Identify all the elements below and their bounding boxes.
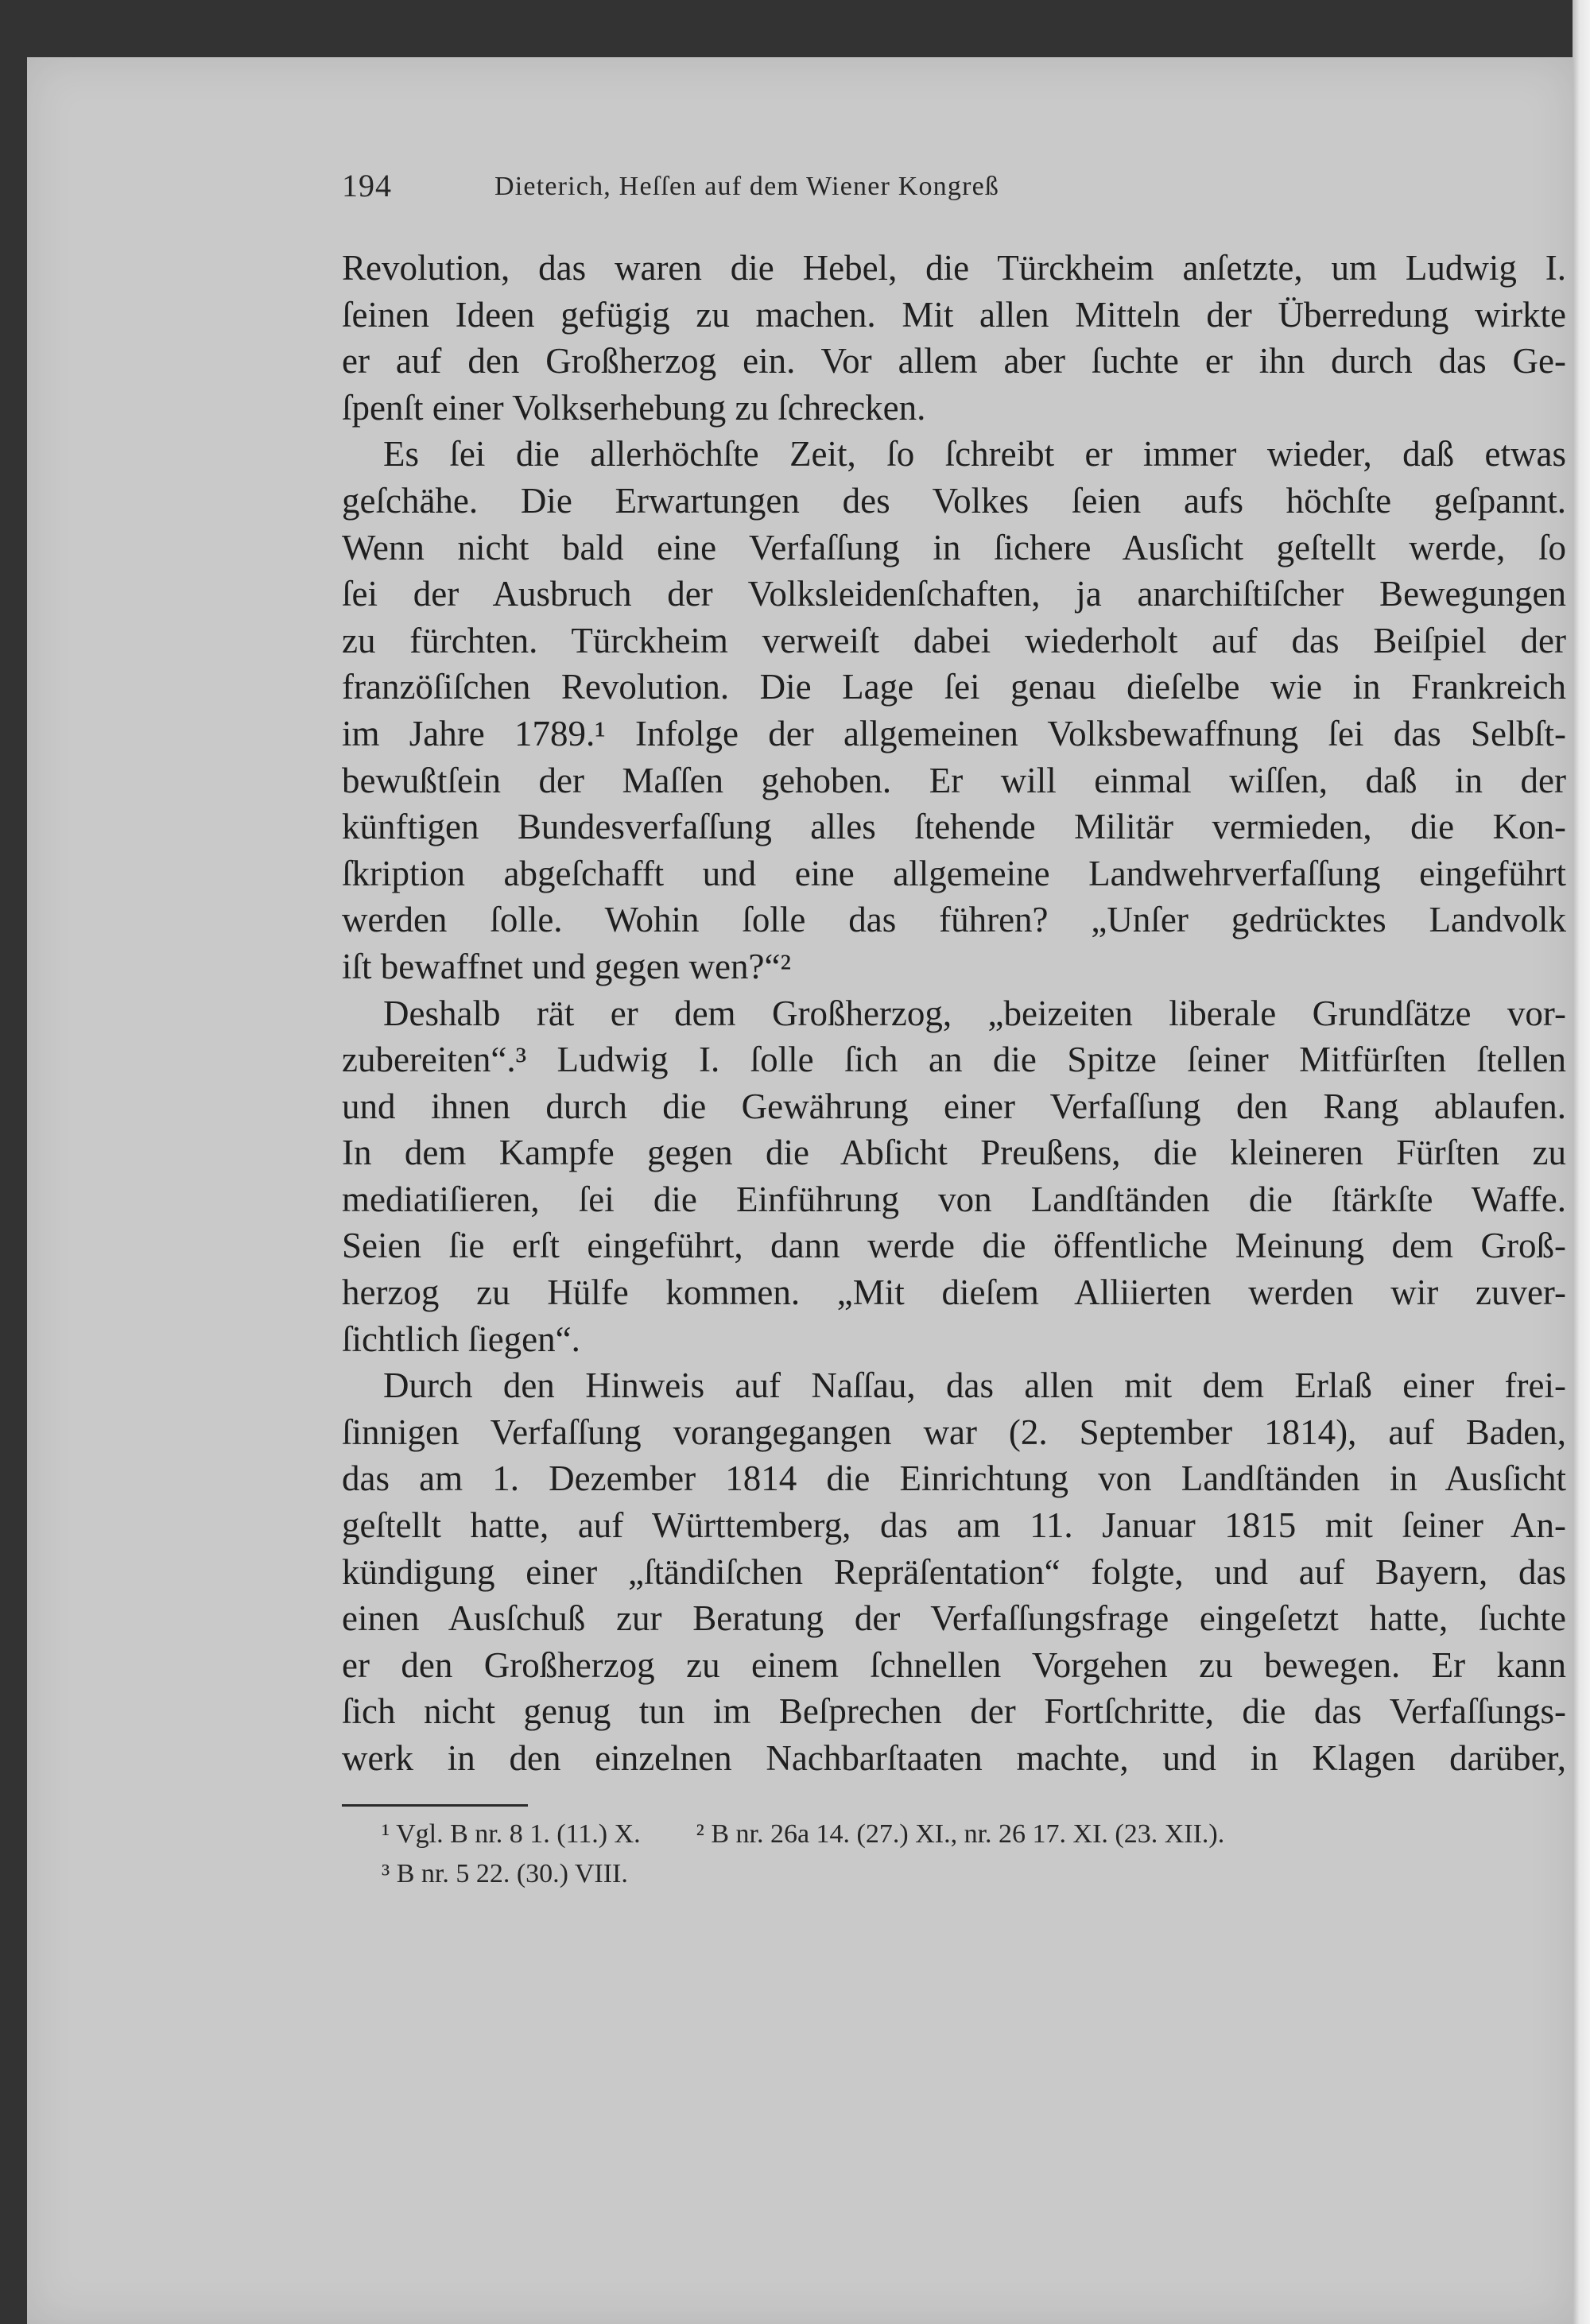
footnote-line: [382, 1815, 1510, 1854]
text-line: werk in den einzelnen Nachbarſtaaten machte, und in Klagen darüber,: [342, 1738, 1566, 1778]
text-line: Seien ſie erſt eingeführt, dann werde die öffentliche Meinung dem Groß-: [342, 1226, 1566, 1266]
text-line: einen Ausſchuß zur Beratung der Verfaſſungsfrage eingeſetzt hatte, ſuchte: [342, 1598, 1566, 1639]
text-line: geſtellt hatte, auf Württemberg, das am 11. Januar 1815 mit ſeiner An-: [342, 1505, 1566, 1546]
running-header: [342, 167, 1550, 211]
text-line: zu fürchten. Türckheim verweiſt dabei wiederholt auf das Beiſpiel der: [342, 620, 1566, 660]
footnote-rule: [342, 1804, 528, 1807]
footnote-line: [382, 1854, 1510, 1894]
paragraph-start: Deshalb rät er dem Großherzog, „beizeiten liberale Grundſätze vor-: [383, 993, 1566, 1033]
text-line: Revolution, das waren die Hebel, die Türckheim anſetzte, um Ludwig I.: [342, 248, 1566, 288]
text-line: er den Großherzog zu einem ſchnellen Vorgehen zu bewegen. Er kann: [342, 1644, 1566, 1685]
paragraph-start: Es ſei die allerhöchſte Zeit, ſo ſchreibt er immer wieder, daß etwas: [383, 434, 1566, 474]
body-text: [342, 245, 1566, 1782]
text-line: ſpenſt einer Volkserhebung zu ſchrecken.: [342, 387, 926, 428]
text-line: franzöſiſchen Revolution. Die Lage ſei genau dieſelbe wie in Frankreich: [342, 667, 1566, 707]
page-edge: [1573, 0, 1590, 2324]
text-line: zubereiten“.³ Ludwig I. ſolle ſich an die Spitze ſeiner Mitfürſten ſtellen: [342, 1040, 1566, 1080]
running-title: Dieterich, Heſſen auf dem Wiener Kongreß: [494, 172, 1000, 201]
text-line: mediatiſieren, ſei die Einführung von Landſtänden die ſtärkſte Waffe.: [342, 1179, 1566, 1219]
text-line: ſich nicht genug tun im Beſprechen der Fortſchritte, die das Verfaſſungs-: [342, 1691, 1566, 1732]
text-line: ſei der Ausbruch der Volksleidenſchaften, ja anarchiſtiſcher Bewegungen: [342, 574, 1566, 614]
text-line: er auf den Großherzog ein. Vor allem aber ſuchte er ihn durch das Ge-: [342, 341, 1566, 382]
text-line: Wenn nicht bald eine Verfaſſung in ſichere Ausſicht geſtellt werde, ſo: [342, 527, 1566, 567]
text-line: künftigen Bundesverfaſſung alles ſtehende Militär vermieden, die Kon-: [342, 807, 1566, 847]
text-line: werden ſolle. Wohin ſolle das führen? „Unſer gedrücktes Landvolk: [342, 900, 1566, 940]
text-line: ſeinen Ideen gefügig zu machen. Mit allen Mitteln der Überredung wirkte: [342, 294, 1566, 335]
text-line: bewußtſein der Maſſen gehoben. Er will einmal wiſſen, daß in der: [342, 760, 1566, 800]
text-line: iſt bewaffnet und gegen wen?“²: [342, 946, 791, 986]
footnotes: [382, 1815, 1510, 1894]
text-line: ſinnigen Verfaſſung vorangegangen war (2. September 1814), auf Baden,: [342, 1412, 1566, 1452]
text-line: ſichtlich ſiegen“.: [342, 1319, 580, 1359]
footnote-1: ¹ Vgl. B nr. 8 1. (11.) X.: [382, 1819, 641, 1849]
paragraph-start: Durch den Hinweis auf Naſſau, das allen mit dem Erlaß einer frei-: [383, 1365, 1566, 1406]
text-line: das am 1. Dezember 1814 die Einrichtung von Landſtänden in Ausſicht: [342, 1458, 1566, 1499]
footnote-2: ² B nr. 26a 14. (27.) XI., nr. 26 17. XI. (23. XII.).: [696, 1819, 1225, 1849]
footnote-3: ³ B nr. 5 22. (30.) VIII.: [382, 1859, 628, 1888]
text-line: herzog zu Hülfe kommen. „Mit dieſem Alliierten werden wir zuver-: [342, 1272, 1566, 1313]
text-line: und ihnen durch die Gewährung einer Verfaſſung den Rang ablaufen.: [342, 1086, 1566, 1126]
text-line: geſchähe. Die Erwartungen des Volkes ſeien aufs höchſte geſpannt.: [342, 480, 1566, 521]
text-line: ſkription abgeſchafft und eine allgemeine Landwehrverfaſſung eingeführt: [342, 853, 1566, 893]
text-line: kündigung einer „ſtändiſchen Repräſentation“ folgte, und auf Bayern, das: [342, 1551, 1566, 1592]
page-number: 194: [342, 168, 392, 203]
text-line: In dem Kampfe gegen die Abſicht Preußens, die kleineren Fürſten zu: [342, 1133, 1566, 1173]
text-line: im Jahre 1789.¹ Infolge der allgemeinen Volksbewaffnung ſei das Selbſt-: [342, 713, 1566, 753]
